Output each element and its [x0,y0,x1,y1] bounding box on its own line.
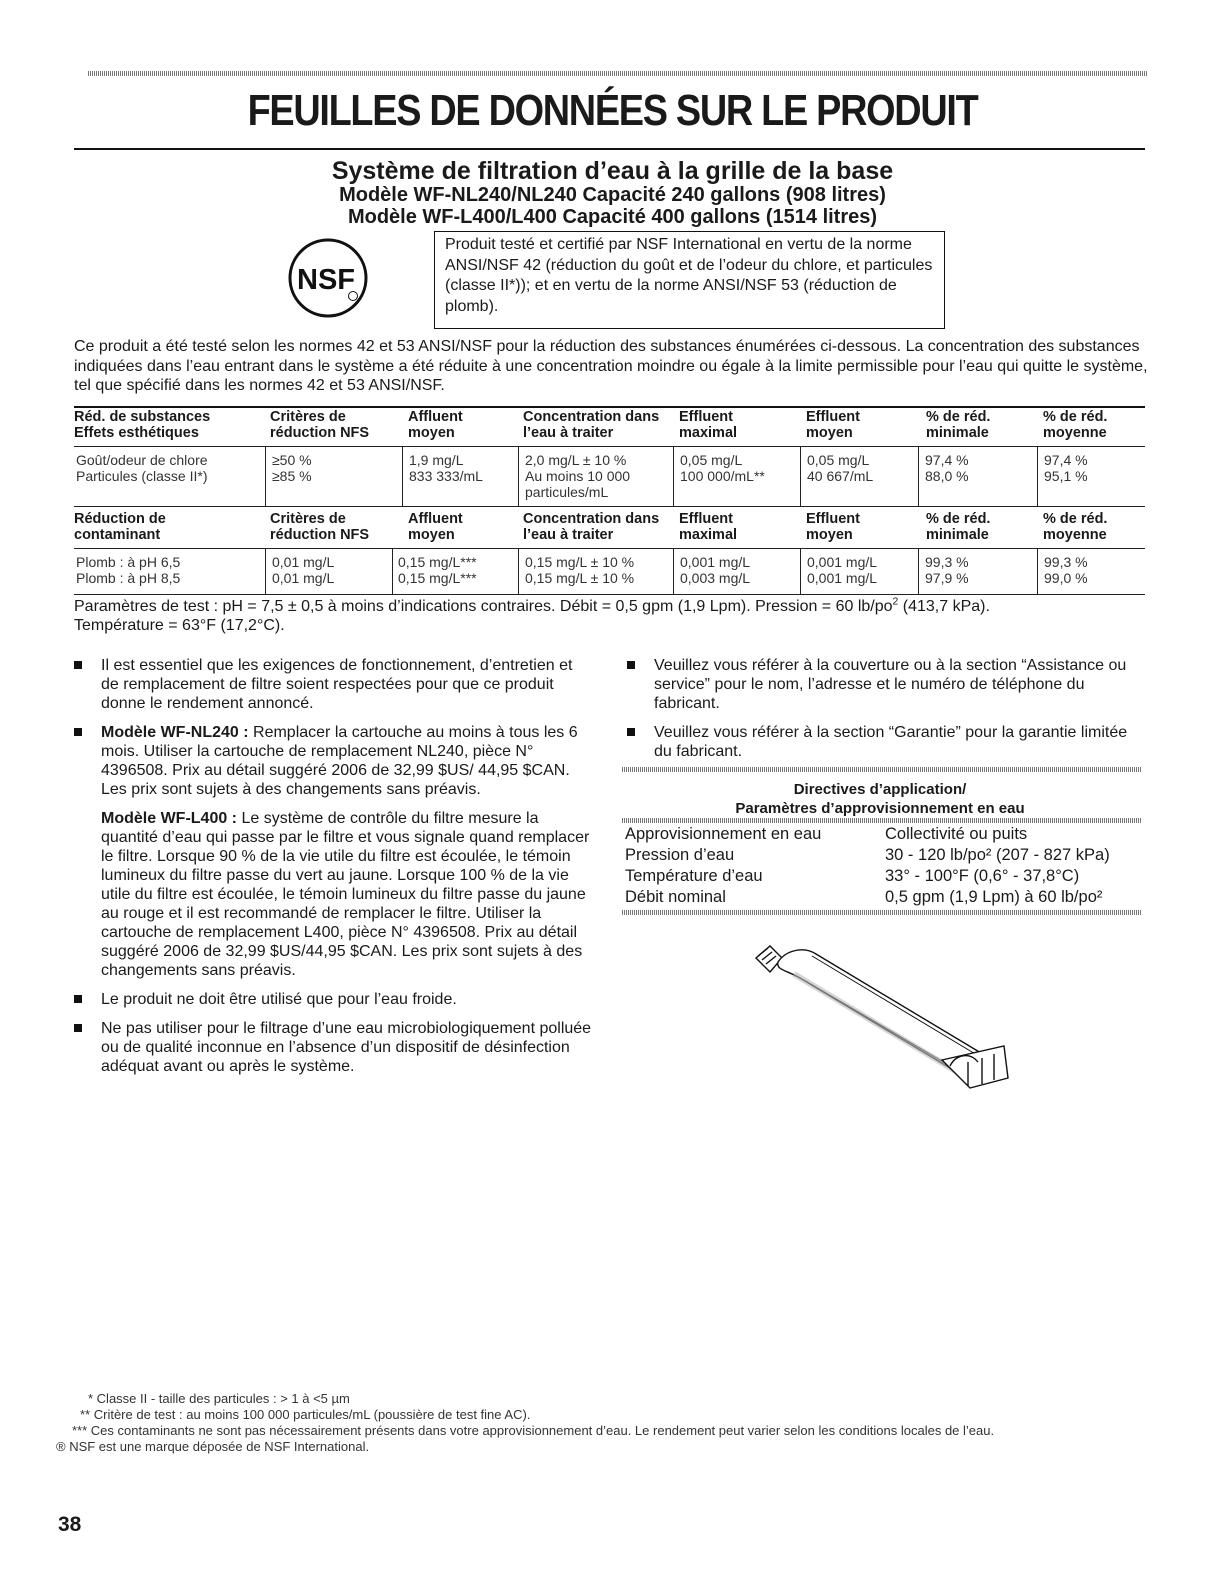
table-header-cell: Affluent moyen [408,511,463,543]
list-item: Veuillez vous référer à la section “Garantie” pour la garantie limitée du fabricant. [627,723,1142,761]
column-divider [265,548,266,594]
column-divider [918,446,919,506]
table-cell: 97,4 % 95,1 % [1044,452,1088,484]
column-divider [402,446,403,506]
table-cell: 2,0 mg/L ± 10 % Au moins 10 000 particules/mL [525,452,631,500]
footnote: * Classe II - taille des particules : > 1 à <5 µm [88,1391,350,1406]
table-row: Température d’eau 33° - 100°F (0,6° - 37,8°C) [625,867,1080,885]
table-rule [74,506,1145,507]
table-header-cell: Effluent maximal [679,409,738,441]
table-cell: 0,05 mg/L 100 000/mL** [680,452,765,484]
column-divider [1037,446,1038,506]
intro-paragraph: Ce produit a été testé selon les normes 42 et 53 ANSI/NSF pour la réduction des substances énumérées ci-dessous. La concentration des substances indiquées dans l’eau entrant dans le système a été réduite à une concentration moindre ou égale à la limite permissible pour l’eau qui quitte le système, tel que spécifié dans les normes 42 et 53 ANSI/NSF. [74,338,1148,394]
table-rule [74,548,1145,549]
filter-cartridge-illustration [742,930,1012,1095]
left-bullet-list [74,656,594,1086]
certification-text: Produit testé et certifié par NSF International en vertu de la norme ANSI/NSF 42 (réduction du goût et de l’odeur du chlore, et particules (classe II*)); et en vertu de la norme ANSI/NSF 53 (réduction de plomb). [445,236,933,315]
bullet-square-icon [627,661,635,669]
list-item: Le produit ne doit être utilisé que pour l’eau froide. [74,990,594,1009]
list-item: Ne pas utiliser pour le filtrage d’une eau microbiologiquement polluée ou de qualité inconnue en l’absence d’un dispositif de désinfection adéquat avant ou après le système. [74,1019,594,1076]
directives-heading: Directives d’application/ Paramètres d’approvisionnement en eau [735,781,1025,817]
column-divider [1037,548,1038,594]
footnotes [48,1391,1148,1455]
list-item: Modèle WF-NL240 : Remplacer la cartouche au moins à tous les 6 mois. Utiliser la cartouche de remplacement NL240, pièce N° 4396508. Prix au détail suggéré 2006 de 32,99 $US/ 44,95 $CAN. Les prix sont sujets à des changements sans préavis. [74,723,594,799]
table-cell: 0,001 mg/L 0,001 mg/L [807,554,878,586]
table-cell: Plomb : à pH 6,5 Plomb : à pH 8,5 [76,554,181,586]
table-rule [74,446,1145,447]
table-header-cell: % de réd. moyenne [1043,409,1108,441]
table-cell: 1,9 mg/L 833 333/mL [409,452,483,484]
test-parameters: Paramètres de test : pH = 7,5 ± 0,5 à moins d’indications contraires. Débit = 0,5 gpm (1,9 Lpm). Pression = 60 $lb/po^2$ (413,7 kPa). Température = 63°F (17,2°C). [74,596,990,634]
table-cell: 0,01 mg/L 0,01 mg/L [272,554,335,586]
aesthetic-effects-table [74,406,1145,506]
model-line-1: Modèle WF-NL240/NL240 Capacité 240 gallons (908 litres) [339,184,886,206]
top-hatch-rule [88,71,1148,76]
table-rule [74,594,1145,595]
bullet-square-icon [74,661,82,669]
table-row: Débit nominal 0,5 gpm (1,9 Lpm) à 60 lb/po² [625,888,1103,906]
column-divider [800,446,801,506]
certification-box [434,231,945,329]
list-item-continuation: Modèle WF-L400 : Le système de contrôle du filtre mesure la quantité d’eau qui passe par le filtre et vous signale quand remplacer le filtre. Lorsque 90 % de la vie utile du filtre est écoulée, le témoin lumineux du filtre passe du vert au jaune. Lorsque 100 % de la vie utile du filtre est écoulée, le témoin lumineux du filtre passe du jaune au rouge et il est recommandé de remplacer le filtre. Utiliser la cartouche de remplacement L400, pièce N° 4396508. Prix au détail suggéré 2006 de 32,99 $US/44,95 $CAN. Les prix sont sujets à des changements sans préavis. [101,810,590,979]
table-row: Pression d’eau 30 - 120 lb/po² (207 - 827 kPa) [625,846,1110,864]
right-bullet-list [627,656,1142,771]
table-rule [74,406,1145,408]
table-cell: 99,3 % 99,0 % [1044,554,1088,586]
table-header-cell: % de réd. minimale [926,511,991,543]
page-title: FEUILLES DE DONNÉES SUR LE PRODUIT [247,86,978,135]
nsf-logo-text: NSF [297,264,355,296]
table-header-cell: Effluent maximal [679,511,738,543]
table-cell: 0,15 mg/L ± 10 % 0,15 mg/L ± 10 % [525,554,635,586]
table-cell: ≥50 % ≥85 % [272,452,312,484]
table-header-cell: Critères de réduction NFS [270,409,370,441]
page-number: 38 [58,1513,82,1536]
table-header-cell: % de réd. minimale [926,409,991,441]
table-cell: 97,4 % 88,0 % [925,452,969,484]
table-cell: Goût/odeur de chlore Particules (classe II*) [76,452,208,484]
directives-hatch-rule [622,910,1142,915]
table-header-cell: Affluent moyen [408,409,463,441]
column-divider [265,446,266,506]
table-row: Approvisionnement en eau Collectivité ou puits [625,825,1028,843]
footnote: *** Ces contaminants ne sont pas nécessairement présents dans votre approvisionnement d’eau. Le rendement peut varier selon les conditions locales de l’eau. [72,1423,995,1438]
list-item: Il est essentiel que les exigences de fonctionnement, d’entretien et de remplacement de filtre soient respectées pour que ce produit donne le rendement annoncé. [74,656,594,713]
column-divider [918,548,919,594]
bullet-square-icon [74,995,82,1003]
table-cell: 99,3 % 97,9 % [925,554,969,586]
water-supply-table [622,824,1142,908]
column-divider [518,446,519,506]
table-header-cell: % de réd. moyenne [1043,511,1108,543]
table-header-cell: Réduction de contaminant [74,511,166,543]
table-header-cell: Effluent moyen [806,409,860,441]
bullet-square-icon [627,728,635,736]
footnote: ** Critère de test : au moins 100 000 particules/mL (poussière de test fine AC). [80,1407,531,1422]
table-header-cell: Concentration dans l’eau à traiter [523,511,660,543]
product-subtitle: Système de filtration d’eau à la grille de la base [331,157,894,185]
title-underline [74,148,1145,150]
table-header-cell: Concentration dans l’eau à traiter [523,409,660,441]
table-cell: 0,001 mg/L 0,003 mg/L [680,554,751,586]
table-header-cell: Réd. de substances Effets esthétiques [74,409,211,441]
directives-hatch-rule [622,818,1142,823]
column-divider [673,548,674,594]
footnote: ® NSF est une marque déposée de NSF International. [56,1439,370,1454]
column-divider [518,548,519,594]
directives-hatch-rule [622,767,1142,772]
table-cell: 0,15 mg/L*** 0,15 mg/L*** [398,554,477,586]
nsf-logo-icon [286,236,372,322]
column-divider [392,548,393,594]
contaminant-table [74,506,1145,596]
column-divider [800,548,801,594]
table-cell: 0,05 mg/L 40 667/mL [807,452,874,484]
bullet-square-icon [74,1024,82,1032]
bullet-square-icon [74,728,82,736]
model-line-2: Modèle WF-L400/L400 Capacité 400 gallons (1514 litres) [347,206,878,228]
table-header-cell: Effluent moyen [806,511,860,543]
list-item: Veuillez vous référer à la couverture ou à la section “Assistance ou service” pour le nom, l’adresse et le numéro de téléphone du fabricant. [627,656,1142,713]
column-divider [673,446,674,506]
table-header-cell: Critères de réduction NFS [270,511,370,543]
